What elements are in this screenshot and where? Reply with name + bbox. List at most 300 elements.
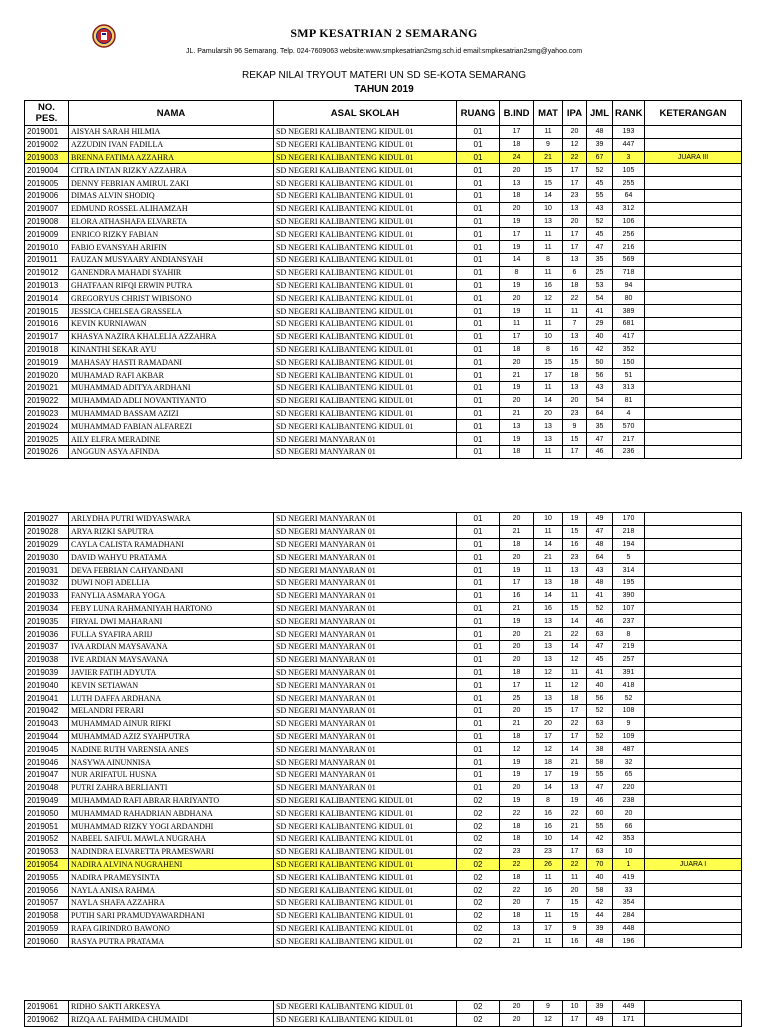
cell-ruang: 02 [457, 820, 500, 833]
cell-nopes: 2019059 [25, 922, 69, 935]
cell-keterangan [645, 266, 742, 279]
cell-mat: 8 [534, 253, 563, 266]
cell-ruang: 01 [457, 615, 500, 628]
cell-ruang: 01 [457, 407, 500, 420]
cell-nama: KEVIN KURNIAWAN [69, 317, 274, 330]
cell-ruang: 01 [457, 189, 500, 202]
cell-rank: 352 [613, 343, 645, 356]
cell-bind: 20 [500, 551, 534, 564]
cell-nopes: 2019047 [25, 768, 69, 781]
cell-bind: 20 [500, 513, 534, 526]
cell-rank: 194 [613, 538, 645, 551]
cell-keterangan [645, 1001, 742, 1014]
table-row [25, 730, 742, 743]
table-row [25, 551, 742, 564]
table-row [25, 576, 742, 589]
cell-ipa: 18 [563, 576, 587, 589]
cell-ruang: 01 [457, 628, 500, 641]
cell-ruang: 01 [457, 228, 500, 241]
cell-mat: 11 [534, 381, 563, 394]
cell-bind: 18 [500, 343, 534, 356]
cell-mat: 12 [534, 743, 563, 756]
table-row [25, 266, 742, 279]
cell-keterangan [645, 228, 742, 241]
cell-ipa: 17 [563, 177, 587, 190]
cell-keterangan: JUARA III [645, 151, 742, 164]
cell-asal: SD NEGERI MANYARAN 01 [274, 717, 457, 730]
cell-keterangan [645, 832, 742, 845]
cell-ipa: 9 [563, 922, 587, 935]
cell-jml: 25 [587, 266, 613, 279]
cell-jml: 39 [587, 138, 613, 151]
cell-bind: 13 [500, 922, 534, 935]
cell-ipa: 13 [563, 781, 587, 794]
cell-ruang: 01 [457, 679, 500, 692]
cell-ipa: 13 [563, 564, 587, 577]
cell-bind: 20 [500, 640, 534, 653]
cell-mat: 11 [534, 317, 563, 330]
cell-ruang: 01 [457, 743, 500, 756]
cell-nopes: 2019017 [25, 330, 69, 343]
cell-nama: ELORA ATHASHAFA ELVARETA [69, 215, 274, 228]
cell-rank: 448 [613, 922, 645, 935]
cell-bind: 20 [500, 292, 534, 305]
cell-mat: 13 [534, 692, 563, 705]
cell-asal: SD NEGERI KALIBANTENG KIDUL 01 [274, 369, 457, 382]
cell-nopes: 2019058 [25, 909, 69, 922]
cell-ruang: 01 [457, 369, 500, 382]
cell-keterangan [645, 884, 742, 897]
cell-ipa: 13 [563, 253, 587, 266]
cell-mat: 17 [534, 730, 563, 743]
table-row [25, 525, 742, 538]
cell-nopes: 2019015 [25, 305, 69, 318]
cell-ruang: 01 [457, 330, 500, 343]
cell-keterangan [645, 241, 742, 254]
cell-rank: 105 [613, 164, 645, 177]
cell-nopes: 2019053 [25, 845, 69, 858]
cell-mat: 11 [534, 564, 563, 577]
cell-rank: 681 [613, 317, 645, 330]
table-row [25, 756, 742, 769]
cell-mat: 11 [534, 241, 563, 254]
cell-ipa: 15 [563, 896, 587, 909]
table-row [25, 589, 742, 602]
cell-keterangan [645, 381, 742, 394]
cell-nopes: 2019010 [25, 241, 69, 254]
cell-nama: ARYA RIZKI SAPUTRA [69, 525, 274, 538]
cell-nopes: 2019025 [25, 433, 69, 446]
cell-bind: 18 [500, 538, 534, 551]
cell-mat: 16 [534, 884, 563, 897]
table-row [25, 126, 742, 139]
table-row [25, 343, 742, 356]
cell-bind: 19 [500, 768, 534, 781]
cell-nopes: 2019036 [25, 628, 69, 641]
cell-asal: SD NEGERI MANYARAN 01 [274, 768, 457, 781]
cell-ruang: 02 [457, 1001, 500, 1014]
cell-nama: LUTH DAFFA ARDHANA [69, 692, 274, 705]
cell-rank: 418 [613, 679, 645, 692]
cell-nopes: 2019062 [25, 1013, 69, 1026]
cell-nama: GANENDRA MAHADI SYAHIR [69, 266, 274, 279]
cell-rank: 718 [613, 266, 645, 279]
cell-nopes: 2019043 [25, 717, 69, 730]
cell-ruang: 01 [457, 666, 500, 679]
cell-bind: 19 [500, 756, 534, 769]
cell-nopes: 2019026 [25, 445, 69, 458]
cell-asal: SD NEGERI KALIBANTENG KIDUL 01 [274, 126, 457, 139]
cell-nopes: 2019061 [25, 1001, 69, 1014]
cell-bind: 21 [500, 602, 534, 615]
cell-keterangan [645, 551, 742, 564]
cell-mat: 11 [534, 909, 563, 922]
cell-ruang: 01 [457, 730, 500, 743]
cell-asal: SD NEGERI KALIBANTENG KIDUL 01 [274, 794, 457, 807]
cell-asal: SD NEGERI MANYARAN 01 [274, 679, 457, 692]
cell-rank: 220 [613, 781, 645, 794]
cell-ipa: 17 [563, 445, 587, 458]
cell-bind: 22 [500, 807, 534, 820]
cell-jml: 39 [587, 922, 613, 935]
cell-keterangan [645, 525, 742, 538]
table-row [25, 807, 742, 820]
cell-rank: 284 [613, 909, 645, 922]
cell-nama: MUHAMMAD RAHADRIAN ABDHANA [69, 807, 274, 820]
cell-jml: 48 [587, 935, 613, 948]
cell-ipa: 22 [563, 292, 587, 305]
cell-nama: ENRICO RIZKY FABIAN [69, 228, 274, 241]
cell-asal: SD NEGERI MANYARAN 01 [274, 730, 457, 743]
cell-nama: PUTRI ZAHRA BERLIANTI [69, 781, 274, 794]
cell-nama: NASYWA AINUNNISA [69, 756, 274, 769]
cell-asal: SD NEGERI KALIBANTENG KIDUL 01 [274, 935, 457, 948]
table-row [25, 743, 742, 756]
cell-nopes: 2019001 [25, 126, 69, 139]
cell-nama: MELANDRI FERARI [69, 704, 274, 717]
cell-ruang: 01 [457, 445, 500, 458]
cell-ruang: 01 [457, 126, 500, 139]
cell-bind: 12 [500, 743, 534, 756]
cell-nopes: 2019050 [25, 807, 69, 820]
cell-ruang: 02 [457, 858, 500, 871]
cell-rank: 33 [613, 884, 645, 897]
cell-bind: 19 [500, 381, 534, 394]
table-row [25, 935, 742, 948]
col-header-nama: NAMA [69, 101, 274, 126]
cell-mat: 11 [534, 126, 563, 139]
table-body [25, 126, 742, 459]
cell-keterangan [645, 138, 742, 151]
cell-ruang: 01 [457, 394, 500, 407]
cell-ruang: 01 [457, 138, 500, 151]
cell-mat: 11 [534, 525, 563, 538]
table-row [25, 1001, 742, 1014]
cell-nopes: 2019034 [25, 602, 69, 615]
cell-nopes: 2019029 [25, 538, 69, 551]
cell-ruang: 01 [457, 253, 500, 266]
cell-ruang: 01 [457, 589, 500, 602]
cell-nopes: 2019005 [25, 177, 69, 190]
table-row [25, 679, 742, 692]
table-row [25, 279, 742, 292]
cell-bind: 20 [500, 896, 534, 909]
cell-nama: IVA ARDIAN MAYSAVANA [69, 640, 274, 653]
cell-asal: SD NEGERI KALIBANTENG KIDUL 01 [274, 343, 457, 356]
cell-rank: 238 [613, 794, 645, 807]
cell-bind: 17 [500, 228, 534, 241]
cell-ipa: 11 [563, 871, 587, 884]
cell-keterangan [645, 292, 742, 305]
cell-nama: NAYLA SHAFA AZZAHRA [69, 896, 274, 909]
cell-nama: CAYLA CALISTA RAMADHANI [69, 538, 274, 551]
cell-jml: 42 [587, 896, 613, 909]
cell-nopes: 2019041 [25, 692, 69, 705]
cell-bind: 17 [500, 576, 534, 589]
cell-asal: SD NEGERI KALIBANTENG KIDUL 01 [274, 871, 457, 884]
cell-bind: 20 [500, 628, 534, 641]
cell-nama: JAVIER FATIH ADYUTA [69, 666, 274, 679]
cell-ruang: 01 [457, 564, 500, 577]
cell-nama: ARLYDHA PUTRI WIDYASWARA [69, 513, 274, 526]
cell-ipa: 22 [563, 807, 587, 820]
cell-rank: 171 [613, 1013, 645, 1026]
cell-ipa: 15 [563, 909, 587, 922]
cell-ruang: 01 [457, 151, 500, 164]
table-row [25, 717, 742, 730]
cell-bind: 17 [500, 679, 534, 692]
cell-bind: 20 [500, 1001, 534, 1014]
cell-nopes: 2019052 [25, 832, 69, 845]
cell-bind: 13 [500, 420, 534, 433]
cell-nopes: 2019024 [25, 420, 69, 433]
cell-asal: SD NEGERI MANYARAN 01 [274, 640, 457, 653]
cell-keterangan [645, 820, 742, 833]
table-row [25, 820, 742, 833]
cell-ipa: 15 [563, 433, 587, 446]
cell-jml: 50 [587, 356, 613, 369]
cell-bind: 18 [500, 871, 534, 884]
cell-nama: GREGORYUS CHRIST WIBISONO [69, 292, 274, 305]
cell-jml: 48 [587, 576, 613, 589]
cell-rank: 391 [613, 666, 645, 679]
cell-mat: 16 [534, 807, 563, 820]
cell-asal: SD NEGERI MANYARAN 01 [274, 602, 457, 615]
cell-keterangan [645, 407, 742, 420]
cell-nopes: 2019013 [25, 279, 69, 292]
cell-ipa: 17 [563, 1013, 587, 1026]
cell-mat: 15 [534, 356, 563, 369]
cell-keterangan [645, 164, 742, 177]
cell-ipa: 20 [563, 394, 587, 407]
cell-rank: 1 [613, 858, 645, 871]
cell-ipa: 22 [563, 858, 587, 871]
cell-jml: 47 [587, 781, 613, 794]
cell-rank: 65 [613, 768, 645, 781]
cell-nama: KEVIN SETIAWAN [69, 679, 274, 692]
cell-bind: 19 [500, 279, 534, 292]
cell-ruang: 02 [457, 896, 500, 909]
cell-mat: 20 [534, 717, 563, 730]
cell-asal: SD NEGERI MANYARAN 01 [274, 743, 457, 756]
cell-keterangan [645, 576, 742, 589]
cell-bind: 20 [500, 781, 534, 794]
cell-mat: 14 [534, 394, 563, 407]
cell-bind: 19 [500, 564, 534, 577]
cell-nopes: 2019020 [25, 369, 69, 382]
cell-rank: 3 [613, 151, 645, 164]
cell-bind: 11 [500, 317, 534, 330]
cell-nama: NUR ARIFATUL HUSNA [69, 768, 274, 781]
cell-mat: 10 [534, 832, 563, 845]
cell-ipa: 13 [563, 381, 587, 394]
cell-bind: 20 [500, 356, 534, 369]
cell-nopes: 2019040 [25, 679, 69, 692]
cell-mat: 11 [534, 445, 563, 458]
cell-keterangan [645, 202, 742, 215]
table-row [25, 241, 742, 254]
cell-mat: 14 [534, 538, 563, 551]
cell-keterangan [645, 513, 742, 526]
cell-jml: 43 [587, 381, 613, 394]
cell-mat: 12 [534, 1013, 563, 1026]
cell-rank: 193 [613, 126, 645, 139]
cell-keterangan [645, 628, 742, 641]
cell-ruang: 01 [457, 279, 500, 292]
table-row [25, 640, 742, 653]
cell-nopes: 2019044 [25, 730, 69, 743]
cell-bind: 19 [500, 305, 534, 318]
cell-asal: SD NEGERI KALIBANTENG KIDUL 01 [274, 241, 457, 254]
cell-asal: SD NEGERI MANYARAN 01 [274, 551, 457, 564]
cell-keterangan: JUARA I [645, 858, 742, 871]
cell-asal: SD NEGERI KALIBANTENG KIDUL 01 [274, 266, 457, 279]
cell-keterangan [645, 807, 742, 820]
cell-rank: 417 [613, 330, 645, 343]
table-row [25, 653, 742, 666]
cell-nopes: 2019056 [25, 884, 69, 897]
cell-asal: SD NEGERI KALIBANTENG KIDUL 01 [274, 164, 457, 177]
cell-ruang: 01 [457, 420, 500, 433]
cell-nama: FABIO EVANSYAH ARIFIN [69, 241, 274, 254]
results-table-2 [24, 512, 742, 948]
cell-nama: JESSICA CHELSEA GRASSELA [69, 305, 274, 318]
cell-asal: SD NEGERI KALIBANTENG KIDUL 01 [274, 279, 457, 292]
table-row [25, 381, 742, 394]
cell-nopes: 2019046 [25, 756, 69, 769]
table-row [25, 253, 742, 266]
cell-jml: 38 [587, 743, 613, 756]
cell-jml: 39 [587, 1001, 613, 1014]
cell-keterangan [645, 330, 742, 343]
cell-keterangan [645, 433, 742, 446]
cell-mat: 17 [534, 922, 563, 935]
cell-bind: 19 [500, 794, 534, 807]
cell-bind: 23 [500, 845, 534, 858]
cell-bind: 19 [500, 215, 534, 228]
cell-nama: FANYLIA ASMARA YOGA [69, 589, 274, 602]
cell-ipa: 16 [563, 343, 587, 356]
cell-bind: 18 [500, 909, 534, 922]
cell-ipa: 20 [563, 215, 587, 228]
cell-nama: MUHAMMAD RAFI ABRAR HARIYANTO [69, 794, 274, 807]
letterhead [0, 18, 768, 60]
cell-bind: 16 [500, 589, 534, 602]
cell-rank: 312 [613, 202, 645, 215]
cell-rank: 218 [613, 525, 645, 538]
cell-asal: SD NEGERI KALIBANTENG KIDUL 01 [274, 253, 457, 266]
cell-rank: 94 [613, 279, 645, 292]
cell-jml: 46 [587, 794, 613, 807]
table-row [25, 228, 742, 241]
cell-nama: NADINE RUTH VARENSIA ANES [69, 743, 274, 756]
cell-nopes: 2019045 [25, 743, 69, 756]
cell-nama: NADINDRA ELVARETTA PRAMESWARI [69, 845, 274, 858]
cell-jml: 58 [587, 756, 613, 769]
col-header-bind: B.IND [500, 101, 534, 126]
cell-jml: 47 [587, 640, 613, 653]
cell-ipa: 18 [563, 279, 587, 292]
table-row [25, 564, 742, 577]
cell-asal: SD NEGERI KALIBANTENG KIDUL 01 [274, 1001, 457, 1014]
cell-nama: MUHAMMAD BASSAM AZIZI [69, 407, 274, 420]
cell-keterangan [645, 305, 742, 318]
cell-mat: 10 [534, 202, 563, 215]
cell-rank: 64 [613, 189, 645, 202]
cell-ipa: 17 [563, 730, 587, 743]
cell-rank: 66 [613, 820, 645, 833]
cell-ruang: 01 [457, 317, 500, 330]
col-header-mat: MAT [534, 101, 563, 126]
table-row [25, 151, 742, 164]
cell-mat: 21 [534, 551, 563, 564]
cell-ipa: 11 [563, 666, 587, 679]
cell-mat: 23 [534, 845, 563, 858]
cell-bind: 22 [500, 858, 534, 871]
cell-nopes: 2019008 [25, 215, 69, 228]
cell-mat: 16 [534, 820, 563, 833]
table-row [25, 768, 742, 781]
cell-ipa: 19 [563, 794, 587, 807]
cell-keterangan [645, 756, 742, 769]
cell-mat: 15 [534, 704, 563, 717]
results-table-1 [24, 100, 742, 459]
col-header-keterangan: KETERANGAN [645, 101, 742, 126]
cell-ipa: 16 [563, 935, 587, 948]
cell-mat: 13 [534, 640, 563, 653]
cell-jml: 48 [587, 126, 613, 139]
cell-ruang: 01 [457, 343, 500, 356]
table-row [25, 513, 742, 526]
cell-jml: 47 [587, 525, 613, 538]
cell-mat: 13 [534, 576, 563, 589]
table-row [25, 445, 742, 458]
cell-nama: RAFA GIRINDRO BAWONO [69, 922, 274, 935]
table-row [25, 420, 742, 433]
cell-mat: 14 [534, 189, 563, 202]
cell-ruang: 01 [457, 292, 500, 305]
table-row [25, 845, 742, 858]
cell-ruang: 01 [457, 525, 500, 538]
cell-ruang: 01 [457, 513, 500, 526]
cell-jml: 47 [587, 241, 613, 254]
cell-rank: 389 [613, 305, 645, 318]
cell-nama: RIZQA AL FAHMIDA CHUMAIDI [69, 1013, 274, 1026]
cell-mat: 8 [534, 794, 563, 807]
cell-asal: SD NEGERI KALIBANTENG KIDUL 01 [274, 215, 457, 228]
cell-keterangan [645, 794, 742, 807]
cell-jml: 45 [587, 228, 613, 241]
